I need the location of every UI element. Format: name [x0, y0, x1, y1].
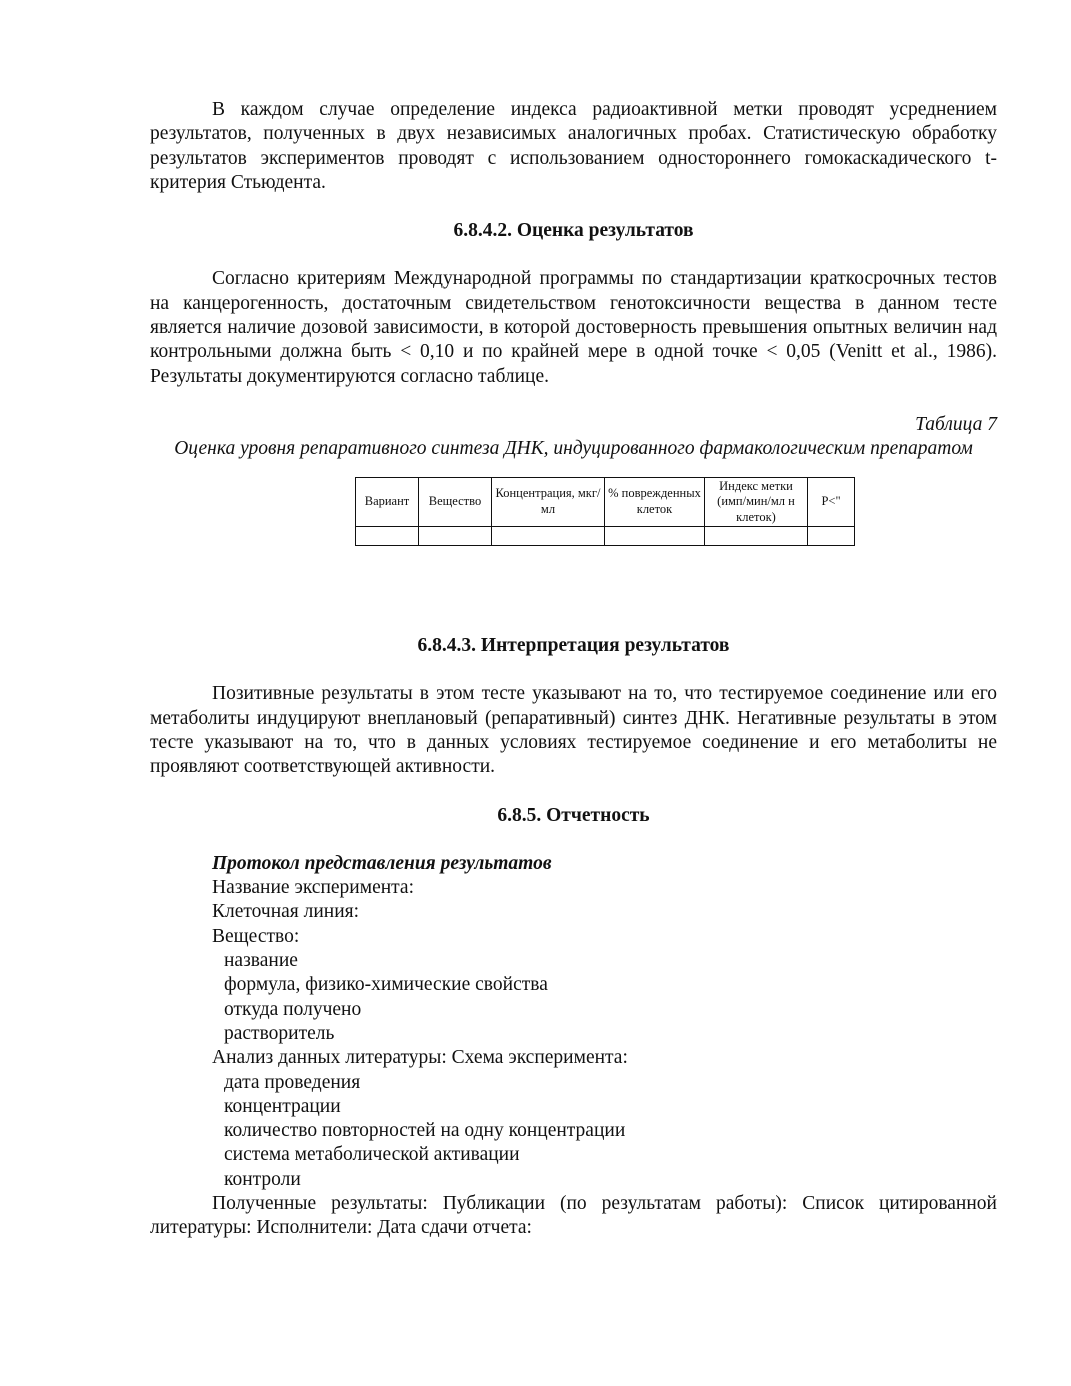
table-cell: [356, 527, 419, 546]
heading-685: 6.8.5. Отчетность: [497, 804, 650, 826]
col-header-concentration: Концентрация, мкг/мл: [492, 477, 605, 527]
document-page: [150, 98, 997, 1241]
table-title: Оценка уровня репаративного синтеза ДНК, индуцированного фармакологическим препаратом: [174, 438, 973, 460]
table-cell: [419, 527, 492, 546]
col-header-substance: Вещество: [419, 477, 492, 527]
list-item: формула, физико-химические свойства: [224, 974, 548, 996]
list-item: Клеточная линия:: [212, 901, 360, 923]
list-item: Вещество:: [212, 925, 300, 947]
table-cell: [492, 527, 605, 546]
heading-6843: 6.8.4.3. Интерпретация результатов: [417, 635, 730, 657]
list-item: Анализ данных литературы: Схема эксперимента:: [212, 1047, 628, 1069]
intro-paragraph: В каждом случае определение индекса радиоактивной метки проводят усреднением результатов, полученных в двух независимых аналогичных пробах. Статистическую обработку результатов экспериментов проводят с использованием одностороннего гомокаскадического t-критерия Стьюдента.: [150, 99, 997, 193]
results-table: [355, 477, 855, 547]
list-item: название: [224, 950, 298, 972]
col-header-label-index: Индекс метки (имп/мин/мл н клеток): [705, 477, 808, 527]
list-item: Название эксперимента:: [212, 877, 414, 899]
list-item: растворитель: [224, 1022, 335, 1044]
protocol-block: [212, 852, 997, 1192]
list-item: откуда получено: [224, 998, 362, 1020]
list-item: концентрации: [224, 1095, 341, 1117]
col-header-variant: Вариант: [356, 477, 419, 527]
heading-6842: 6.8.4.2. Оценка результатов: [453, 220, 694, 242]
table-row: [356, 527, 855, 546]
table-cell: [808, 527, 855, 546]
table-cell: [705, 527, 808, 546]
list-item: система метаболической активации: [224, 1144, 520, 1166]
col-header-damaged-cells: % поврежденных клеток: [605, 477, 705, 527]
list-item: количество повторностей на одну концентрации: [224, 1120, 626, 1142]
final-paragraph: Полученные результаты: Публикации (по результатам работы): Список цитированной литературы: Исполнители: Дата сдачи отчета:: [150, 1193, 997, 1239]
table-header-row: [356, 477, 855, 527]
list-item: контроли: [224, 1168, 301, 1190]
table-cell: [605, 527, 705, 546]
evaluation-paragraph: Согласно критериям Международной программы по стандартизации краткосрочных тестов на канцерогенность, достаточным свидетельством генотоксичности вещества в данном тесте является наличие дозовой зависимости, в которой достоверность превышения опытных величин над контрольными должна быть < 0,10 и по крайней мере в одной точке < 0,05 (Venitt et al., 1986). Результаты документируются согласно таблице.: [150, 268, 997, 387]
table-number: Таблица 7: [915, 413, 997, 435]
list-item: дата проведения: [224, 1071, 361, 1093]
interpretation-paragraph: Позитивные результаты в этом тесте указывают на то, что тестируемое соединение или его метаболиты индуцируют внеплановый (репаративный) синтез ДНК. Негативные результаты в этом тесте указывают на то, что в данных условиях тестируемое соединение и его метаболиты не проявляют соответствующей активности.: [150, 683, 997, 778]
col-header-p-value: Р<": [808, 477, 855, 527]
protocol-title: Протокол представления результатов: [212, 852, 552, 874]
